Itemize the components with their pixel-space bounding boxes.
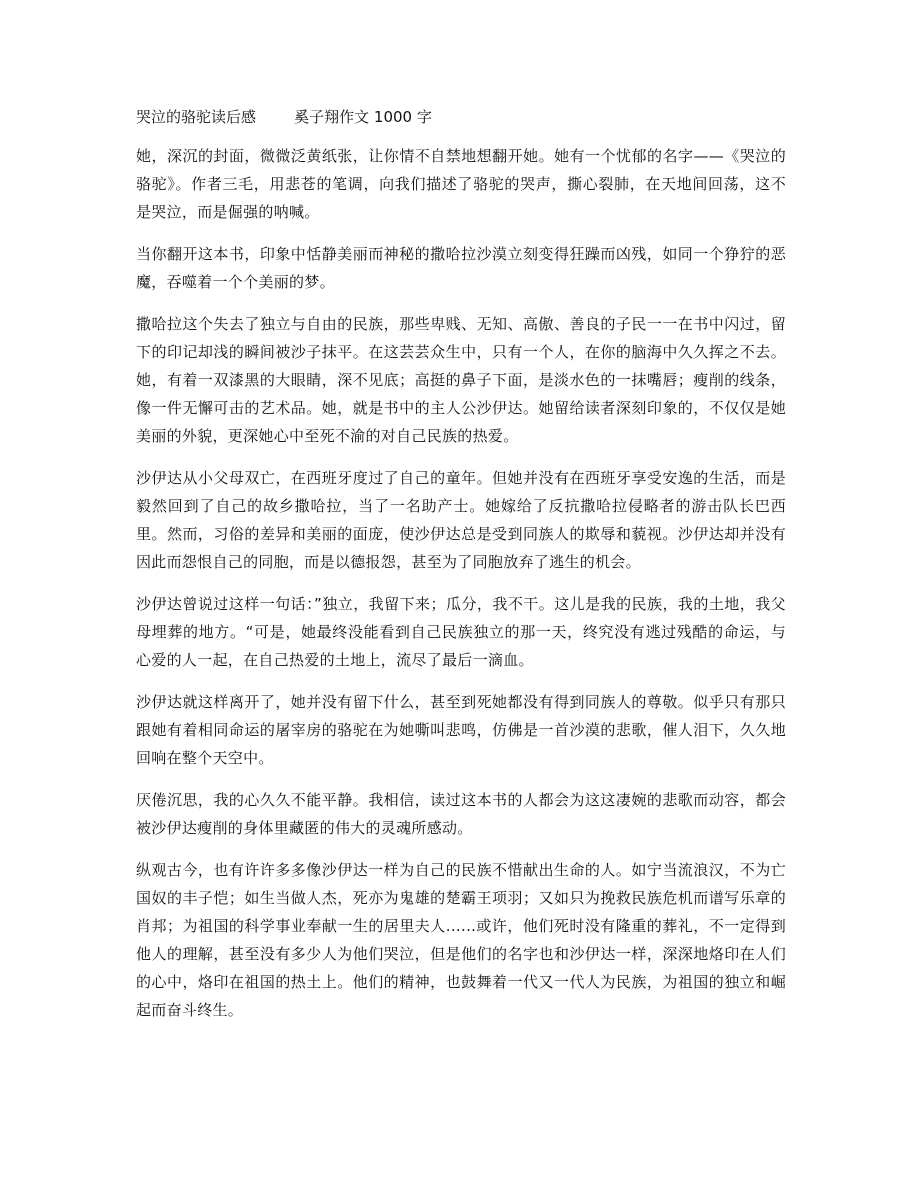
document-page [136, 104, 786, 1038]
paragraph-1: 她，深沉的封面，微微泛黄纸张，让你情不自禁地想翻开她。她有一个忧郁的名字——《哭泣的骆驼》。作者三毛，用悲苍的笔调，向我们描述了骆驼的哭声，撕心裂肺，在天地间回荡，这不是哭泣，而是倔强的呐喊。 [136, 147, 786, 221]
paragraph-5: 沙伊达曾说过这样一句话：”独立，我留下来；瓜分，我不干。这儿是我的民族，我的土地，我父母埋葬的地方。“可是，她最终没能看到自己民族独立的那一天，终究没有逃过残酷的命运，与心爱的人一起，在自己热爱的土地上，流尽了最后一滴血。 [136, 595, 786, 669]
paragraph-7: 厌倦沉思，我的心久久不能平静。我相信，读过这本书的人都会为这这凄婉的悲歌而动容，都会被沙伊达瘦削的身体里藏匿的伟大的灵魂所感动。 [136, 791, 786, 837]
paragraph-4: 沙伊达从小父母双亡，在西班牙度过了自己的童年。但她并没有在西班牙享受安逸的生活，而是毅然回到了自己的故乡撒哈拉，当了一名助产士。她嫁给了反抗撒哈拉侵略者的游击队长巴西里。然而，习俗的差异和美丽的面庞，使沙伊达总是受到同族人的欺辱和藐视。沙伊达却并没有因此而怨恨自己的同胞，而是以德报怨，甚至为了同胞放弃了逃生的机会。 [136, 469, 786, 571]
paragraph-6: 沙伊达就这样离开了，她并没有留下什么，甚至到死她都没有得到同族人的尊敬。似乎只有那只跟她有着相同命运的屠宰房的骆驼在为她嘶叫悲鸣，仿佛是一首沙漠的悲歌，催人泪下，久久地回响在整个天空中。 [136, 693, 786, 767]
paragraph-8: 纵观古今，也有许许多多像沙伊达一样为自己的民族不惜献出生命的人。如宁当流浪汉，不为亡国奴的丰子恺；如生当做人杰，死亦为鬼雄的楚霸王项羽；又如只为挽救民族危机而谱写乐章的肖邦；为祖国的科学事业奉献一生的居里夫人......或许，他们死时没有隆重的葬礼，不一定得到他人的理解，甚至没有多少人为他们哭泣，但是他们的名字也和沙伊达一样，深深地烙印在人们的心中，烙印在祖国的热土上。他们的精神，也鼓舞着一代又一代人为民族，为祖国的独立和崛起而奋斗终生。 [136, 861, 786, 1019]
paragraph-2: 当你翻开这本书，印象中恬静美丽而神秘的撒哈拉沙漠立刻变得狂躁而凶残，如同一个狰狞的恶魔，吞噬着一个个美丽的梦。 [136, 245, 786, 291]
document-title: 哭泣的骆驼读后感 奚子翔作文 1000 字 [136, 108, 432, 126]
paragraph-3: 撒哈拉这个失去了独立与自由的民族，那些卑贱、无知、高傲、善良的子民一一在书中闪过，留下的印记却浅的瞬间被沙子抹平。在这芸芸众生中，只有一个人，在你的脑海中久久挥之不去。她，有着一双漆黑的大眼睛，深不见底；高挺的鼻子下面，是淡水色的一抹嘴唇；瘦削的线条，像一件无懈可击的艺术品。她，就是书中的主人公沙伊达。她留给读者深刻印象的，不仅仅是她美丽的外貌，更深她心中至死不渝的对自己民族的热爱。 [136, 315, 786, 445]
